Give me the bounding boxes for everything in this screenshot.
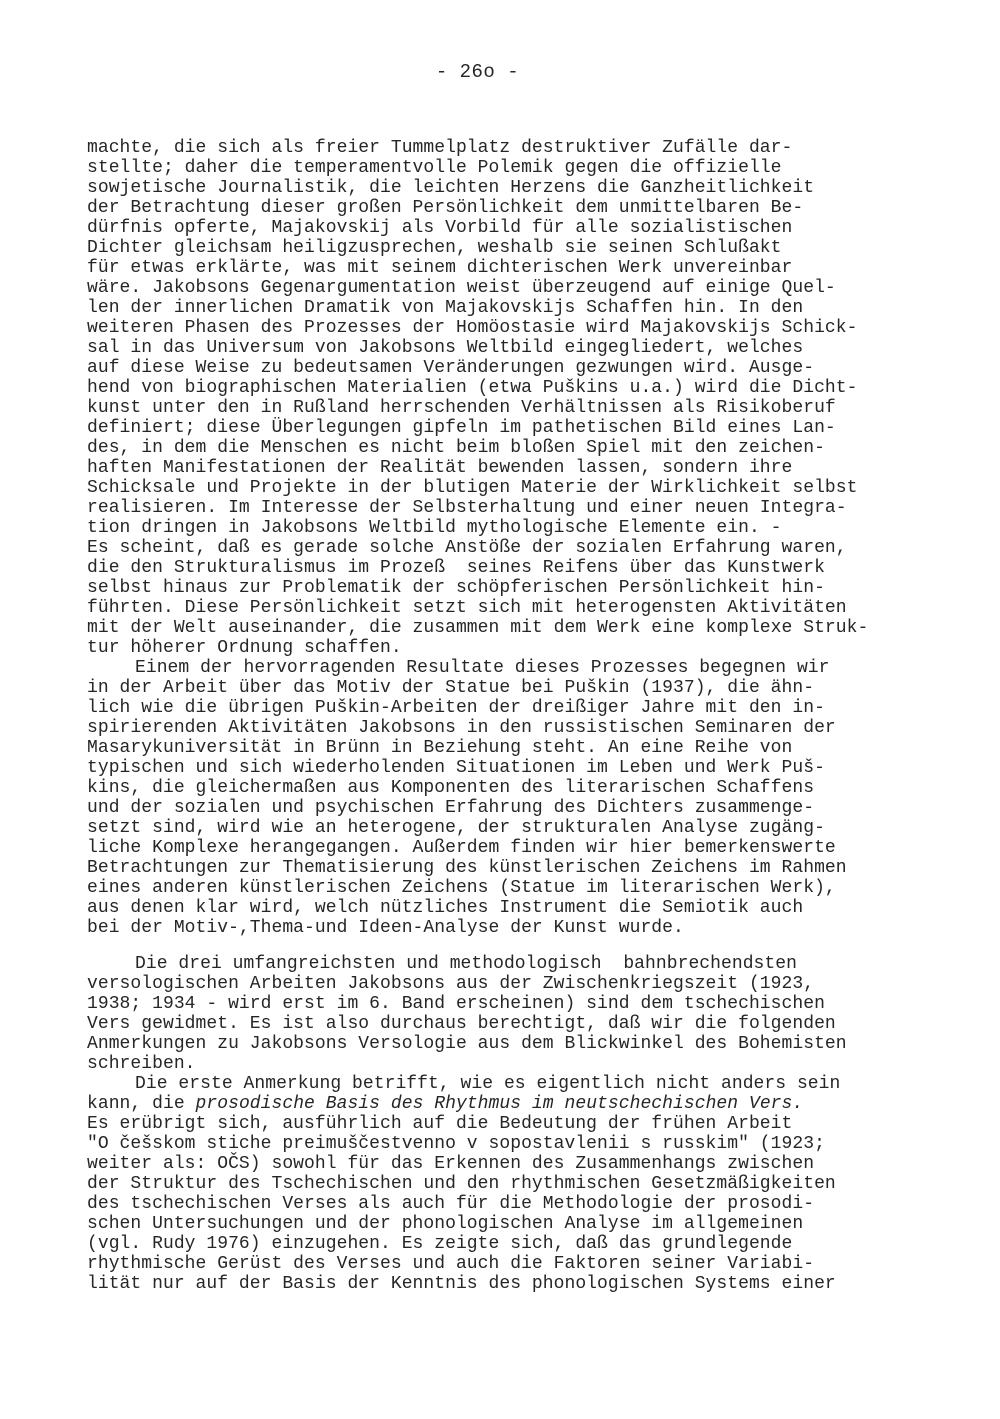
text-line: des tschechischen Verses als auch für die Methodologie der prosodi- (87, 1194, 815, 1214)
text-line: (vgl. Rudy 1976) einzugehen. Es zeigte sich, daß das grundlegende (87, 1234, 793, 1254)
text-line: kins, die gleichermaßen aus Komponenten des literarischen Schaffens (87, 778, 815, 798)
text-line: auf diese Weise zu bedeutsamen Veränderungen gezwungen wird. Ausge- (87, 358, 815, 378)
text-line: die den Strukturalismus im Prozeß seines Reifens über das Kunstwerk (87, 558, 825, 578)
text-fragment: kann, die (87, 1094, 196, 1114)
text-line: Anmerkungen zu Jakobsons Versologie aus dem Blickwinkel des Bohemisten (87, 1034, 847, 1054)
text-line: sal in das Universum von Jakobsons Weltbild eingegliedert, welches (87, 338, 804, 358)
text-line: der Struktur des Tschechischen und den rhythmischen Gesetzmäßigkeiten (87, 1174, 836, 1194)
text-line: spirierenden Aktivitäten Jakobsons in den russistischen Seminaren der (87, 718, 836, 738)
text-line: definiert; diese Überlegungen gipfeln im pathetischen Bild eines Lan- (87, 418, 836, 438)
text-line: 1938; 1934 - wird erst im 6. Band erscheinen) sind dem tschechischen (87, 994, 825, 1014)
text-line: eines anderen künstlerischen Zeichens (Statue im literarischen Werk), (87, 878, 836, 898)
text-line: Es scheint, daß es gerade solche Anstöße der sozialen Erfahrung waren, (87, 538, 847, 558)
text-line: wäre. Jakobsons Gegenargumentation weist überzeugend auf einige Quel- (87, 278, 836, 298)
paragraph-first-line: Die erste Anmerkung betrifft, wie es eigentlich nicht anders sein (135, 1074, 841, 1094)
text-line: haften Manifestationen der Realität bewenden lassen, sondern ihre (87, 458, 793, 478)
text-block-2 (87, 954, 923, 1294)
text-line: Schicksale und Projekte in der blutigen Materie der Wirklichkeit selbst (87, 478, 858, 498)
text-line: setzt sind, wird wie an heterogene, der strukturalen Analyse zugäng- (87, 818, 825, 838)
text-line: aus denen klar wird, welch nützliches Instrument die Semiotik auch (87, 898, 804, 918)
text-line: Es erübrigt sich, ausführlich auf die Bedeutung der frühen Arbeit (87, 1114, 793, 1134)
text-line: liche Komplexe herangegangen. Außerdem finden wir hier bemerkenswerte (87, 838, 836, 858)
text-line: der Betrachtung dieser großen Persönlichkeit dem unmittelbaren Be- (87, 198, 804, 218)
text-line: len der innerlichen Dramatik von Majakovskijs Schaffen hin. In den (87, 298, 804, 318)
text-line: tion dringen in Jakobsons Weltbild mythologische Elemente ein. - (87, 518, 782, 538)
text-line: des, in dem die Menschen es nicht beim bloßen Spiel mit den zeichen- (87, 438, 825, 458)
page-number: - 26o - (435, 61, 520, 83)
text-line: typischen und sich wiederholenden Situationen im Leben und Werk Puš- (87, 758, 825, 778)
text-line: weiter als: OČS) sowohl für das Erkennen des Zusammenhangs zwischen (87, 1154, 815, 1174)
text-line: Vers gewidmet. Es ist also durchaus berechtigt, daß wir die folgenden (87, 1014, 836, 1034)
text-line: schreiben. (87, 1054, 196, 1074)
text-line: lität nur auf der Basis der Kenntnis des phonologischen Systems einer (87, 1274, 836, 1294)
text-line: realisieren. Im Interesse der Selbsterhaltung und einer neuen Integra- (87, 498, 847, 518)
italic-phrase: prosodische Basis des Rhythmus im neutschechischen Vers. (195, 1094, 804, 1114)
text-line: bei der Motiv-,Thema-und Ideen-Analyse der Kunst wurde. (87, 918, 684, 938)
text-line: sowjetische Journalistik, die leichten Herzens die Ganzheitlichkeit (87, 178, 815, 198)
text-line: für etwas erklärte, was mit seinem dichterischen Werk unvereinbar (87, 258, 793, 278)
text-line: lich wie die übrigen Puškin-Arbeiten der dreißiger Jahre mit den in- (87, 698, 825, 718)
text-line: selbst hinaus zur Problematik der schöpferischen Persönlichkeit hin- (87, 578, 825, 598)
text-line: rhythmische Gerüst des Verses und auch die Faktoren seiner Variabi- (87, 1254, 815, 1274)
text-line: schen Untersuchungen und der phonologischen Analyse im allgemeinen (87, 1214, 804, 1234)
text-block-1 (87, 138, 923, 938)
text-line: weiteren Phasen des Prozesses der Homöostasie wird Majakovskijs Schick- (87, 318, 858, 338)
text-line: Dichter gleichsam heiligzusprechen, weshalb sie seinen Schlußakt (87, 238, 782, 258)
text-line: dürfnis opferte, Majakovskij als Vorbild für alle sozialistischen (87, 218, 793, 238)
text-line: Betrachtungen zur Thematisierung des künstlerischen Zeichens im Rahmen (87, 858, 847, 878)
text-line: kunst unter den in Rußland herrschenden Verhältnissen als Risikoberuf (87, 398, 836, 418)
text-line: "O češskom stiche preimuščestvenno v sopostavlenii s russkim" (1923; (87, 1134, 825, 1154)
text-line: mit der Welt auseinander, die zusammen mit dem Werk eine komplexe Struk- (87, 618, 869, 638)
text-line: führten. Diese Persönlichkeit setzt sich mit heterogensten Aktivitäten (87, 598, 847, 618)
text-line: und der sozialen und psychischen Erfahrung des Dichters zusammenge- (87, 798, 815, 818)
text-line-with-italic (87, 1094, 923, 1114)
text-line: in der Arbeit über das Motiv der Statue bei Puškin (1937), die ähn- (87, 678, 815, 698)
text-line: versologischen Arbeiten Jakobsons aus der Zwischenkriegszeit (1923, (87, 974, 815, 994)
text-line: machte, die sich als freier Tummelplatz destruktiver Zufälle dar- (87, 138, 793, 158)
paragraph-first-line: Einem der hervorragenden Resultate dieses Prozesses begegnen wir (135, 658, 830, 678)
paragraph-first-line: Die drei umfangreichsten und methodologisch bahnbrechendsten (135, 954, 797, 974)
text-line: tur höherer Ordnung schaffen. (87, 638, 402, 658)
text-line: hend von biographischen Materialien (etwa Puškins u.a.) wird die Dicht- (87, 378, 858, 398)
text-line: Masarykuniversität in Brünn in Beziehung steht. An eine Reihe von (87, 738, 793, 758)
text-line: stellte; daher die temperamentvolle Polemik gegen die offizielle (87, 158, 782, 178)
